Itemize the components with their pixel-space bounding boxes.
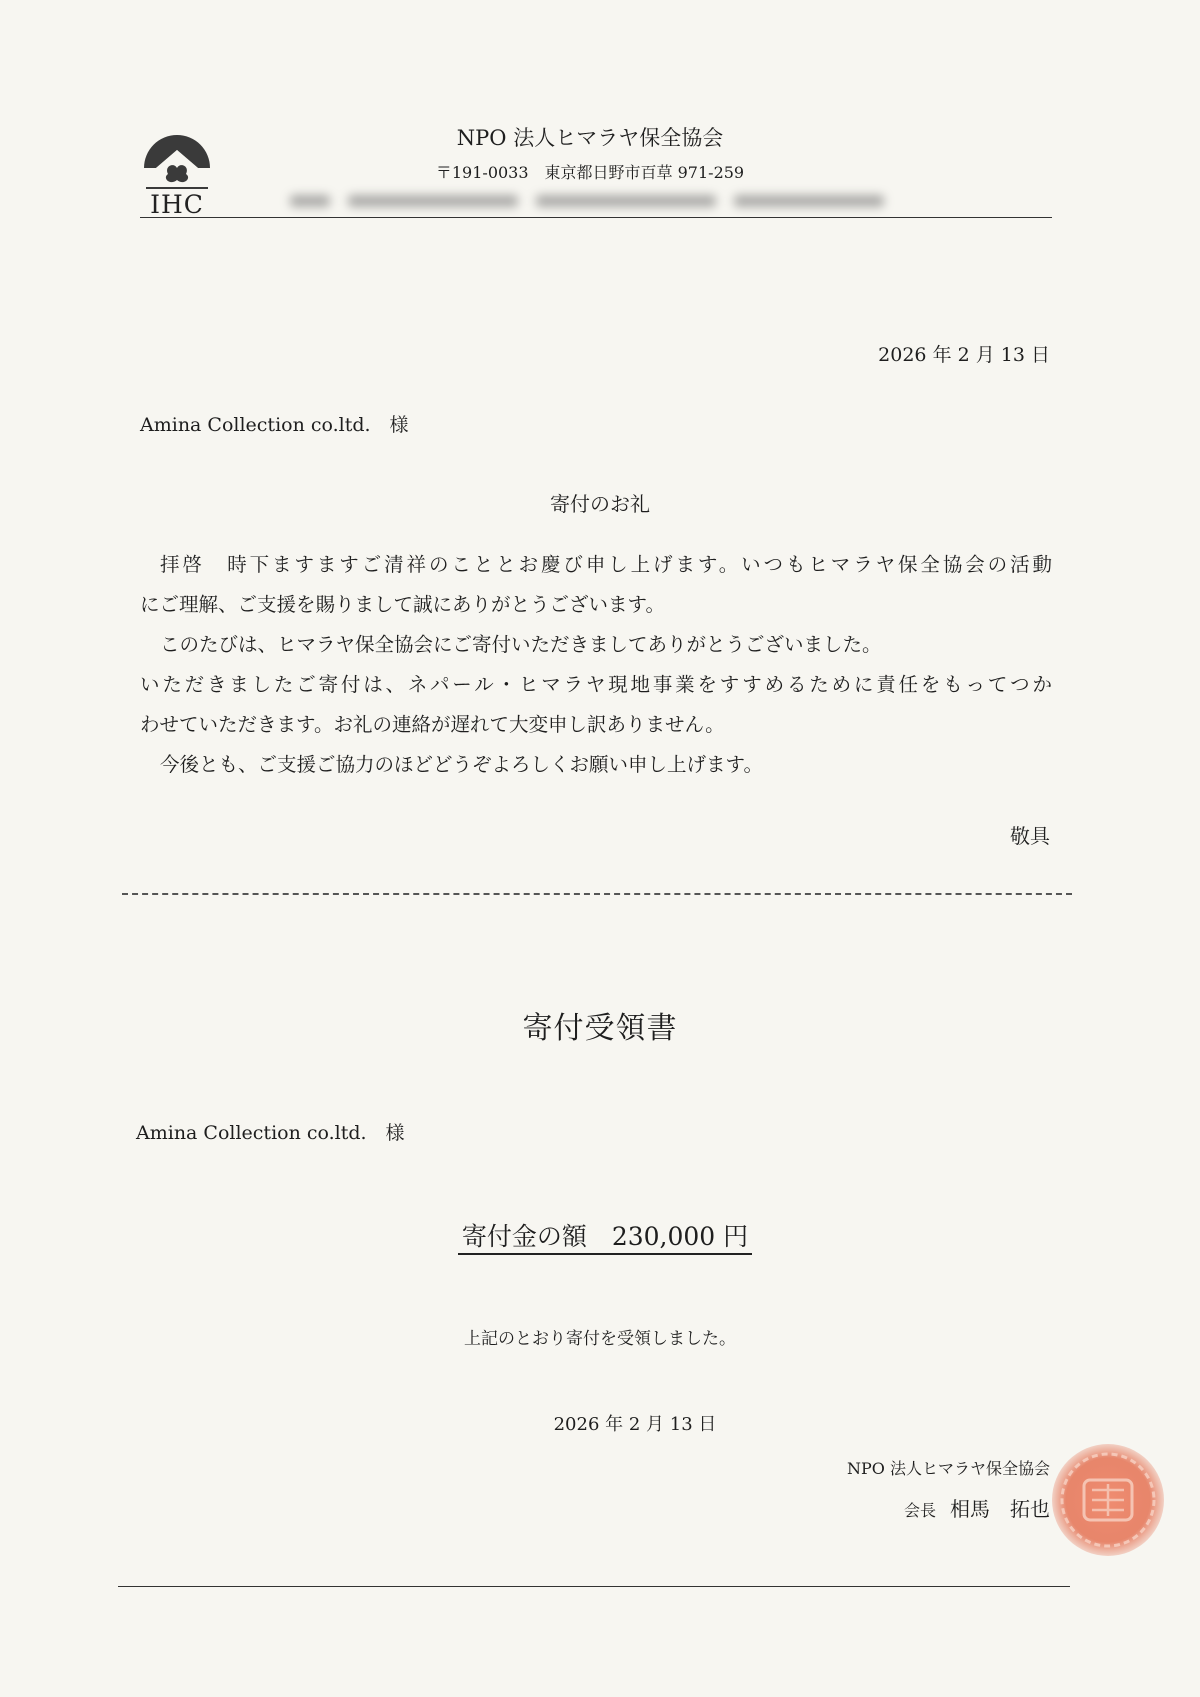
donation-amount (440, 1217, 770, 1253)
official-seal-stamp (1048, 1440, 1168, 1560)
president-signature (770, 1493, 1050, 1522)
org-address: 〒191-0033 東京都日野市百草 971-259 (435, 163, 745, 182)
donation-amount-text: 寄付金の額 230,000 円 (458, 1222, 752, 1255)
receipt-org-name: NPO 法人ヒマラヤ保全協会 (847, 1459, 1050, 1478)
receipt-recipient: Amina Collection co.ltd. 様 (136, 1122, 405, 1144)
header-divider (140, 217, 1052, 218)
bottom-divider (118, 1586, 1070, 1587)
mountain-logo-icon (140, 128, 214, 190)
letter-line: このたびは、ヒマラヤ保全協会にご寄付いただきましてありがとうございました。 (160, 633, 882, 656)
letter-line: 拝啓 時下ますますご清祥のこととお慶び申し上げます。いつもヒマラヤ保全協会の活動 (160, 553, 1052, 576)
letter-line: 今後とも、ご支援ご協力のほどどうぞよろしくお願い申し上げます。 (160, 753, 763, 776)
president-name: 相馬 拓也 (950, 1497, 1050, 1521)
letter-line: いただきましたご寄付は、ネパール・ヒマラヤ現地事業をすすめるために責任をもってつか (140, 673, 1052, 696)
letter-line: にご理解、ご支援を賜りまして誠にありがとうございます。 (140, 593, 665, 616)
receipt-statement: 上記のとおり寄付を受領しました。 (464, 1329, 736, 1349)
dashed-cut-line (122, 893, 1072, 895)
logo-text: IHC (150, 190, 204, 219)
receipt-date: 2026 年 2 月 13 日 (553, 1414, 717, 1435)
letter-date: 2026 年 2 月 13 日 (878, 344, 1050, 366)
ihc-logo (140, 128, 214, 220)
receipt-title: 寄付受領書 (522, 1011, 678, 1046)
org-name: NPO 法人ヒマラヤ保全協会 (456, 126, 724, 150)
redacted-contact-info (290, 190, 940, 212)
seal-icon (1048, 1440, 1168, 1560)
letter-line: わせていただきます。お礼の連絡が遅れて大変申し訳ありません。 (140, 713, 725, 736)
president-title: 会長 (903, 1501, 936, 1520)
letter-title: 寄付のお礼 (550, 492, 650, 516)
letter-recipient: Amina Collection co.ltd. 様 (140, 414, 409, 436)
letter-closing: 敬具 (1010, 824, 1050, 848)
letter-body (140, 545, 1052, 785)
